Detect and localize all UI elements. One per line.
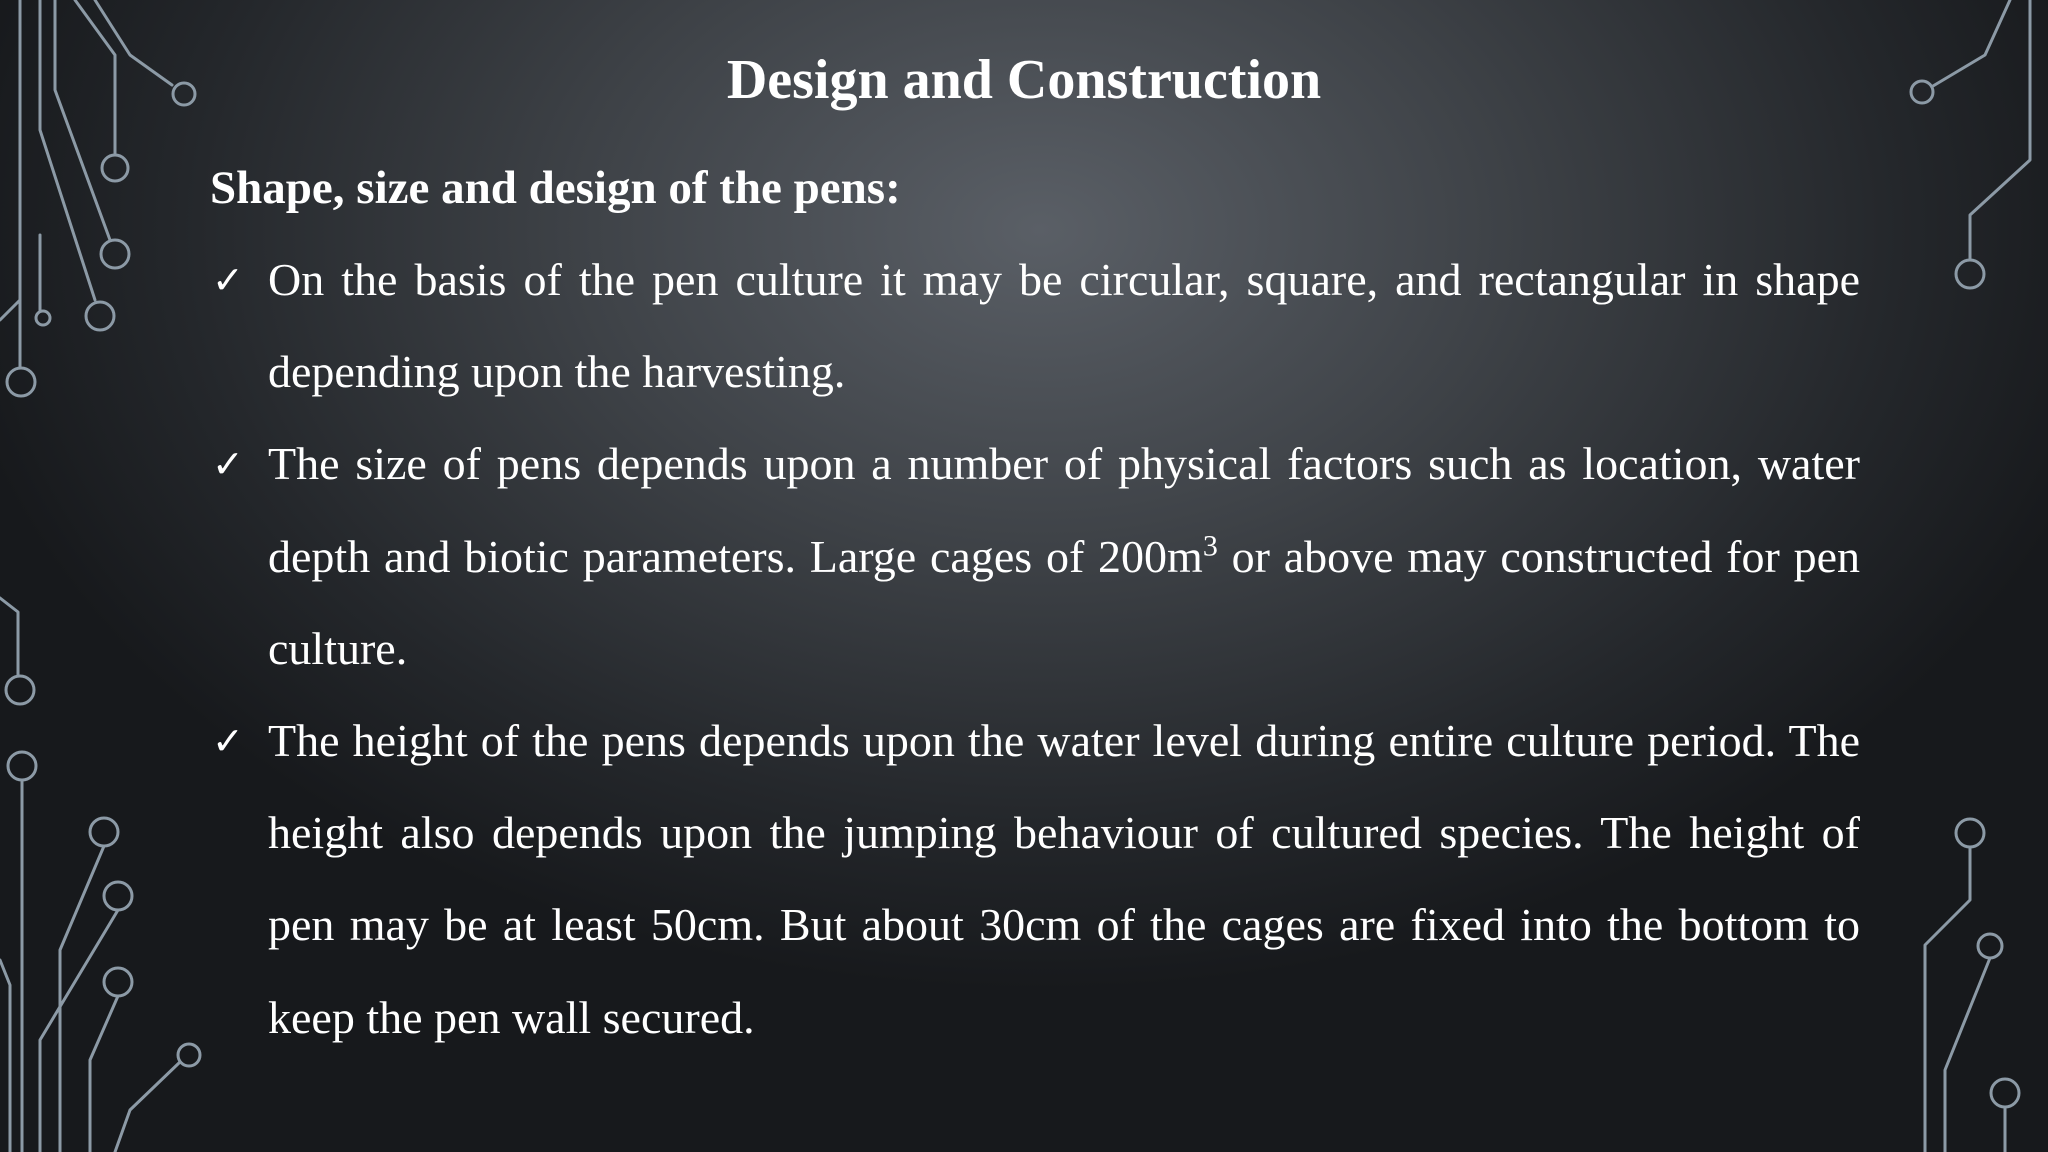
- circuit-right-bottom: [1925, 819, 2019, 1152]
- bullet-text: On the basis of the pen culture it may be circular, square, and rectangular in shape depending upon the harvesting.: [268, 254, 1860, 398]
- check-mark-icon: ✓: [212, 719, 244, 764]
- check-mark-icon: ✓: [212, 258, 244, 302]
- bullet-text-continued: or above may constructed for pen culture.: [268, 530, 1861, 674]
- section-subheading: Shape, size and design of the pens:: [210, 162, 901, 214]
- check-mark-icon: ✓: [212, 442, 244, 487]
- bullet-text: The height of the pens depends upon the water level during entire culture period. The height also depends upon the jumping behaviour of cultured species. The height of pen may be at least 50cm. But about 30cm of the cages are fixed into the bottom to keep the pen wall secured.: [268, 715, 1860, 1043]
- circuit-left-bottom: [0, 598, 200, 1152]
- bullet-list: [210, 234, 1860, 1064]
- bullet-item: [210, 695, 1860, 1064]
- bullet-item: [210, 418, 1860, 695]
- bullet-item: [210, 234, 1860, 418]
- superscript-three: 3: [1202, 529, 1218, 563]
- circuit-right-top: [1911, 0, 2030, 288]
- slide-title: Design and Construction: [726, 49, 1322, 111]
- bullet-text: The size of pens depends upon a number of physical factors such as location, water depth and biotic parameters. Large cages of 200m: [268, 438, 1860, 582]
